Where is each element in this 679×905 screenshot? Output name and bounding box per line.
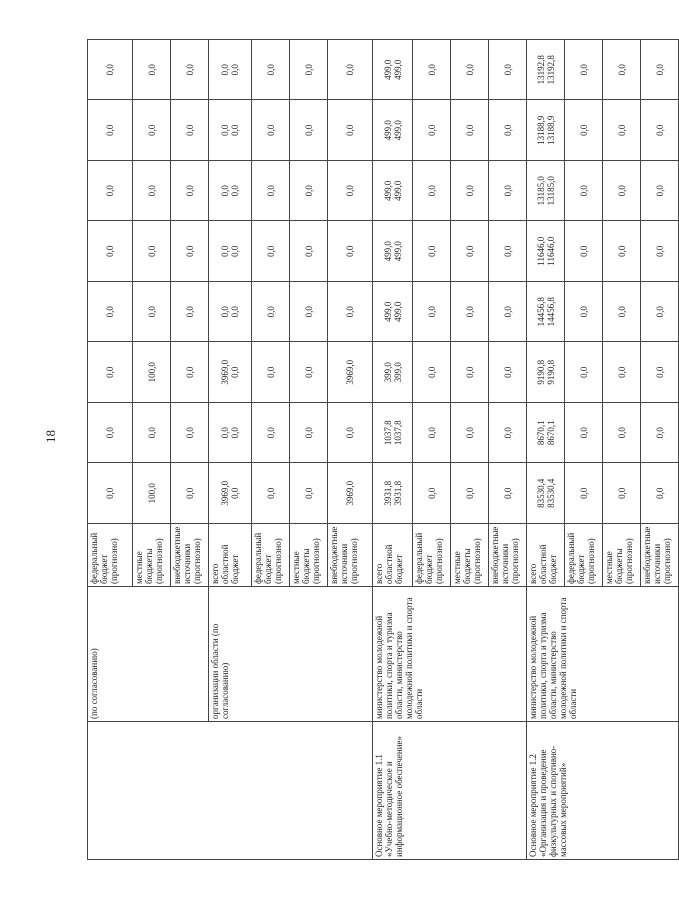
value-cell: [565, 282, 603, 343]
value-cell: [603, 221, 641, 282]
value-text: 0,0: [464, 185, 475, 197]
value-text: 0,0: [426, 124, 437, 136]
value-text: 0,0: [303, 245, 314, 257]
value-text: 0,0: [184, 124, 195, 136]
value-text: 100,0: [146, 362, 157, 383]
value-text: 0,0: [265, 124, 276, 136]
value-cell: [451, 403, 489, 464]
value-cell: [373, 463, 413, 524]
value-text: 13192,8: [535, 55, 546, 85]
value-text: 13192,8: [545, 55, 556, 85]
value-cell: [88, 100, 133, 161]
value-text: 0,0: [184, 487, 195, 499]
value-cell: [133, 40, 171, 101]
value-text: 499,0: [382, 180, 393, 201]
value-text: 0,0: [220, 185, 230, 197]
value-text: 0,0: [230, 366, 240, 378]
value-cell: [413, 342, 451, 403]
value-text: 0,0: [265, 306, 276, 318]
value-text: 13188,9: [535, 115, 546, 145]
value-cell: [252, 463, 290, 524]
funding-source-cell: внебюджетные источники (прогнозно): [328, 524, 373, 587]
value-cell: [171, 40, 209, 101]
value-text: 0,0: [345, 245, 355, 257]
value-cell: [209, 342, 252, 403]
value-cell: [252, 282, 290, 343]
value-text: 499,0: [392, 120, 403, 141]
value-text: 0,0: [184, 366, 195, 378]
value-cell: [328, 40, 373, 101]
value-text: 0,0: [654, 487, 665, 499]
value-text: 0,0: [230, 124, 240, 136]
value-cell: [171, 282, 209, 343]
value-cell: [328, 282, 373, 343]
funding-source-cell: федеральный бюджет (прогнозно): [252, 524, 290, 587]
value-text: 0,0: [578, 245, 589, 257]
value-cell: [527, 100, 565, 161]
value-text: 0,0: [616, 124, 627, 136]
value-text: 499,0: [382, 59, 393, 80]
value-text: 0,0: [654, 306, 665, 318]
value-cell: [252, 161, 290, 222]
value-text: 0,0: [146, 124, 157, 136]
value-cell: [603, 463, 641, 524]
value-text: 0,0: [616, 427, 627, 439]
value-cell: [565, 161, 603, 222]
funding-table-body: [88, 40, 679, 860]
value-text: 0,0: [345, 185, 355, 197]
value-text: 0,0: [303, 487, 314, 499]
value-cell: [209, 403, 252, 464]
funding-source-cell: всего областной бюджет: [527, 524, 565, 587]
measure-cell: [88, 722, 373, 860]
value-cell: [451, 282, 489, 343]
value-text: 0,0: [230, 487, 240, 499]
value-text: 0,0: [464, 306, 475, 318]
value-cell: [133, 342, 171, 403]
value-text: 1037,8: [392, 420, 403, 446]
value-text: 0,0: [265, 245, 276, 257]
value-cell: [209, 100, 252, 161]
value-text: 3931,8: [392, 480, 403, 506]
value-cell: [328, 161, 373, 222]
value-cell: [209, 463, 252, 524]
value-cell: [373, 161, 413, 222]
page-number: 18: [43, 430, 58, 443]
value-text: 0,0: [654, 124, 665, 136]
value-cell: [252, 40, 290, 101]
value-cell: [171, 463, 209, 524]
value-cell: [527, 463, 565, 524]
value-cell: [413, 403, 451, 464]
executor-cell: (по согласованию): [88, 587, 209, 722]
value-text: 499,0: [392, 241, 403, 262]
value-cell: [451, 40, 489, 101]
value-cell: [171, 161, 209, 222]
value-text: 0,0: [303, 64, 314, 76]
value-text: 3931,8: [382, 480, 393, 506]
value-cell: [603, 282, 641, 343]
value-cell: [565, 463, 603, 524]
executor-cell: министерство молодежной политики, спорта и туризма области, министерство молодежной политики и спорта области: [373, 587, 527, 722]
value-text: 0,0: [616, 185, 627, 197]
table-row: [88, 40, 133, 860]
value-text: 13185,0: [535, 176, 546, 206]
value-text: 83530,4: [545, 478, 556, 508]
value-cell: [451, 161, 489, 222]
value-cell: [565, 342, 603, 403]
value-text: 0,0: [105, 124, 115, 136]
value-text: 0,0: [578, 366, 589, 378]
value-text: 0,0: [345, 427, 355, 439]
value-text: 0,0: [616, 487, 627, 499]
value-cell: [88, 342, 133, 403]
value-text: 13185,0: [545, 176, 556, 206]
value-text: 0,0: [578, 306, 589, 318]
value-cell: [373, 40, 413, 101]
value-cell: [603, 100, 641, 161]
value-cell: [489, 40, 527, 101]
value-cell: [328, 221, 373, 282]
value-cell: [641, 282, 679, 343]
value-text: 0,0: [654, 185, 665, 197]
value-text: 0,0: [105, 245, 115, 257]
value-cell: [252, 342, 290, 403]
value-cell: [373, 403, 413, 464]
value-cell: [328, 342, 373, 403]
value-cell: [373, 100, 413, 161]
value-cell: [527, 40, 565, 101]
value-cell: [133, 282, 171, 343]
value-text: 399,0: [392, 362, 403, 383]
value-text: 0,0: [265, 366, 276, 378]
value-text: 0,0: [578, 64, 589, 76]
value-text: 0,0: [265, 64, 276, 76]
funding-source-cell: внебюджетные источники (прогнозно): [641, 524, 679, 587]
funding-source-cell: внебюджетные источники (прогнозно): [489, 524, 527, 587]
measure-cell: Основное мероприятие 1.2 «Организация и проведение физкультурных и спортивно-массовых мероприятий»: [527, 722, 679, 860]
value-cell: [290, 342, 328, 403]
value-cell: [641, 221, 679, 282]
value-text: 0,0: [502, 487, 513, 499]
value-cell: [252, 100, 290, 161]
value-cell: [489, 342, 527, 403]
value-cell: [209, 282, 252, 343]
value-text: 11646,0: [545, 236, 556, 266]
value-text: 0,0: [502, 427, 513, 439]
value-text: 0,0: [616, 64, 627, 76]
value-text: 13188,9: [545, 115, 556, 145]
value-text: 0,0: [345, 306, 355, 318]
value-cell: [413, 221, 451, 282]
value-text: 0,0: [303, 366, 314, 378]
value-cell: [171, 403, 209, 464]
value-cell: [489, 100, 527, 161]
value-cell: [209, 161, 252, 222]
value-text: 0,0: [303, 124, 314, 136]
funding-table: [87, 39, 679, 860]
value-cell: [565, 40, 603, 101]
value-text: 0,0: [220, 306, 230, 318]
value-cell: [171, 342, 209, 403]
value-text: 0,0: [502, 366, 513, 378]
value-text: 0,0: [230, 64, 240, 76]
value-text: 9190,8: [545, 359, 556, 385]
value-cell: [565, 403, 603, 464]
value-text: 0,0: [502, 124, 513, 136]
value-cell: [290, 40, 328, 101]
value-text: 399,0: [382, 362, 393, 383]
value-cell: [489, 161, 527, 222]
value-text: 0,0: [220, 124, 230, 136]
table-row: [527, 40, 565, 860]
value-cell: [373, 282, 413, 343]
value-cell: [88, 463, 133, 524]
value-cell: [328, 463, 373, 524]
value-text: 0,0: [616, 366, 627, 378]
rotated-table-wrapper: [87, 40, 672, 860]
value-cell: [171, 100, 209, 161]
value-cell: [413, 40, 451, 101]
value-text: 0,0: [502, 185, 513, 197]
value-text: 0,0: [230, 245, 240, 257]
value-cell: [290, 282, 328, 343]
value-text: 3969,0: [345, 480, 355, 506]
value-text: 0,0: [105, 185, 115, 197]
value-text: 0,0: [265, 427, 276, 439]
value-text: 499,0: [392, 59, 403, 80]
value-cell: [328, 100, 373, 161]
value-text: 0,0: [265, 185, 276, 197]
value-text: 0,0: [616, 245, 627, 257]
funding-source-cell: местные бюджеты (прогнозно): [451, 524, 489, 587]
value-text: 3969,0: [220, 359, 230, 385]
value-text: 11646,0: [535, 236, 546, 266]
value-cell: [133, 463, 171, 524]
value-cell: [489, 463, 527, 524]
value-text: 0,0: [303, 427, 314, 439]
value-text: 0,0: [654, 366, 665, 378]
value-text: 0,0: [105, 64, 115, 76]
table-row: [373, 40, 413, 860]
value-cell: [451, 463, 489, 524]
value-text: 0,0: [426, 245, 437, 257]
value-text: 3969,0: [220, 480, 230, 506]
value-text: 8670,1: [545, 420, 556, 446]
value-cell: [489, 221, 527, 282]
value-cell: [641, 100, 679, 161]
value-cell: [88, 282, 133, 343]
value-text: 0,0: [230, 185, 240, 197]
value-cell: [641, 403, 679, 464]
value-text: 0,0: [502, 64, 513, 76]
executor-cell: министерство молодежной политики, спорта и туризма области, министерство молодежной политики и спорта области: [527, 587, 679, 722]
value-text: 0,0: [426, 487, 437, 499]
value-text: 0,0: [184, 245, 195, 257]
value-cell: [133, 161, 171, 222]
value-text: 0,0: [184, 306, 195, 318]
value-cell: [133, 221, 171, 282]
value-text: 0,0: [345, 64, 355, 76]
value-cell: [565, 221, 603, 282]
value-text: 0,0: [184, 185, 195, 197]
value-cell: [290, 403, 328, 464]
value-text: 0,0: [502, 306, 513, 318]
value-cell: [565, 100, 603, 161]
value-cell: [603, 403, 641, 464]
value-text: 0,0: [345, 124, 355, 136]
value-text: 0,0: [654, 64, 665, 76]
value-text: 0,0: [303, 185, 314, 197]
value-cell: [489, 282, 527, 343]
value-text: 0,0: [220, 245, 230, 257]
value-text: 14456,8: [535, 297, 546, 327]
value-text: 0,0: [578, 487, 589, 499]
value-text: 0,0: [230, 427, 240, 439]
funding-source-cell: местные бюджеты (прогнозно): [603, 524, 641, 587]
value-cell: [489, 403, 527, 464]
value-cell: [527, 161, 565, 222]
value-cell: [328, 403, 373, 464]
value-cell: [527, 282, 565, 343]
value-text: 0,0: [220, 427, 230, 439]
value-text: 83530,4: [535, 478, 546, 508]
value-text: 0,0: [426, 366, 437, 378]
value-cell: [603, 40, 641, 101]
value-cell: [171, 221, 209, 282]
value-cell: [252, 403, 290, 464]
value-cell: [413, 282, 451, 343]
value-text: 0,0: [502, 245, 513, 257]
value-text: 0,0: [230, 306, 240, 318]
value-text: 0,0: [146, 427, 157, 439]
value-text: 100,0: [146, 483, 157, 504]
value-text: 0,0: [426, 427, 437, 439]
value-text: 0,0: [105, 306, 115, 318]
value-text: 0,0: [426, 64, 437, 76]
value-text: 0,0: [303, 306, 314, 318]
value-cell: [413, 161, 451, 222]
value-cell: [290, 100, 328, 161]
value-cell: [88, 403, 133, 464]
value-cell: [209, 40, 252, 101]
funding-source-cell: всего областной бюджет: [209, 524, 252, 587]
funding-source-cell: местные бюджеты (прогнозно): [133, 524, 171, 587]
value-text: 0,0: [654, 245, 665, 257]
value-cell: [209, 221, 252, 282]
value-text: 499,0: [392, 301, 403, 322]
value-text: 0,0: [105, 487, 115, 499]
value-cell: [641, 463, 679, 524]
value-text: 0,0: [426, 185, 437, 197]
value-text: 0,0: [578, 185, 589, 197]
value-text: 0,0: [464, 245, 475, 257]
value-text: 0,0: [654, 427, 665, 439]
value-cell: [373, 221, 413, 282]
value-cell: [88, 161, 133, 222]
funding-source-cell: местные бюджеты (прогнозно): [290, 524, 328, 587]
value-text: 0,0: [146, 185, 157, 197]
funding-source-cell: федеральный бюджет (прогнозно): [413, 524, 451, 587]
value-cell: [133, 100, 171, 161]
value-cell: [290, 161, 328, 222]
executor-cell: организации области (по согласованию): [209, 587, 373, 722]
value-cell: [451, 342, 489, 403]
funding-source-cell: внебюджетные источники (прогнозно): [171, 524, 209, 587]
value-text: 0,0: [464, 427, 475, 439]
value-text: 0,0: [146, 245, 157, 257]
value-text: 0,0: [464, 487, 475, 499]
value-cell: [88, 221, 133, 282]
value-cell: [527, 342, 565, 403]
measure-cell: Основное мероприятие 1.1 «Учебно-методическое и информационное обеспечение»: [373, 722, 527, 860]
value-cell: [290, 221, 328, 282]
value-text: 0,0: [578, 427, 589, 439]
value-text: 0,0: [464, 124, 475, 136]
value-cell: [133, 403, 171, 464]
value-cell: [527, 221, 565, 282]
value-text: 0,0: [426, 306, 437, 318]
value-text: 0,0: [184, 427, 195, 439]
value-cell: [290, 463, 328, 524]
value-text: 0,0: [616, 306, 627, 318]
value-text: 499,0: [382, 301, 393, 322]
value-text: 3969,0: [345, 359, 355, 385]
value-text: 0,0: [265, 487, 276, 499]
value-cell: [527, 403, 565, 464]
value-cell: [413, 463, 451, 524]
value-text: 9190,8: [535, 359, 546, 385]
value-cell: [373, 342, 413, 403]
value-cell: [603, 161, 641, 222]
value-cell: [603, 342, 641, 403]
value-cell: [88, 40, 133, 101]
value-text: 0,0: [105, 366, 115, 378]
value-text: 0,0: [464, 64, 475, 76]
value-text: 0,0: [105, 427, 115, 439]
funding-source-cell: федеральный бюджет (прогнозно): [88, 524, 133, 587]
value-text: 0,0: [146, 64, 157, 76]
value-text: 0,0: [578, 124, 589, 136]
value-cell: [641, 161, 679, 222]
value-text: 8670,1: [535, 420, 546, 446]
value-cell: [451, 100, 489, 161]
value-cell: [413, 100, 451, 161]
value-text: 1037,8: [382, 420, 393, 446]
funding-source-cell: федеральный бюджет (прогнозно): [565, 524, 603, 587]
value-text: 0,0: [146, 306, 157, 318]
value-text: 0,0: [464, 366, 475, 378]
value-cell: [641, 342, 679, 403]
value-text: 0,0: [184, 64, 195, 76]
value-cell: [641, 40, 679, 101]
value-text: 14456,8: [545, 297, 556, 327]
value-cell: [252, 221, 290, 282]
value-text: 499,0: [392, 180, 403, 201]
value-text: 499,0: [382, 120, 393, 141]
value-text: 0,0: [220, 64, 230, 76]
funding-source-cell: всего областной бюджет: [373, 524, 413, 587]
value-text: 499,0: [382, 241, 393, 262]
value-cell: [451, 221, 489, 282]
